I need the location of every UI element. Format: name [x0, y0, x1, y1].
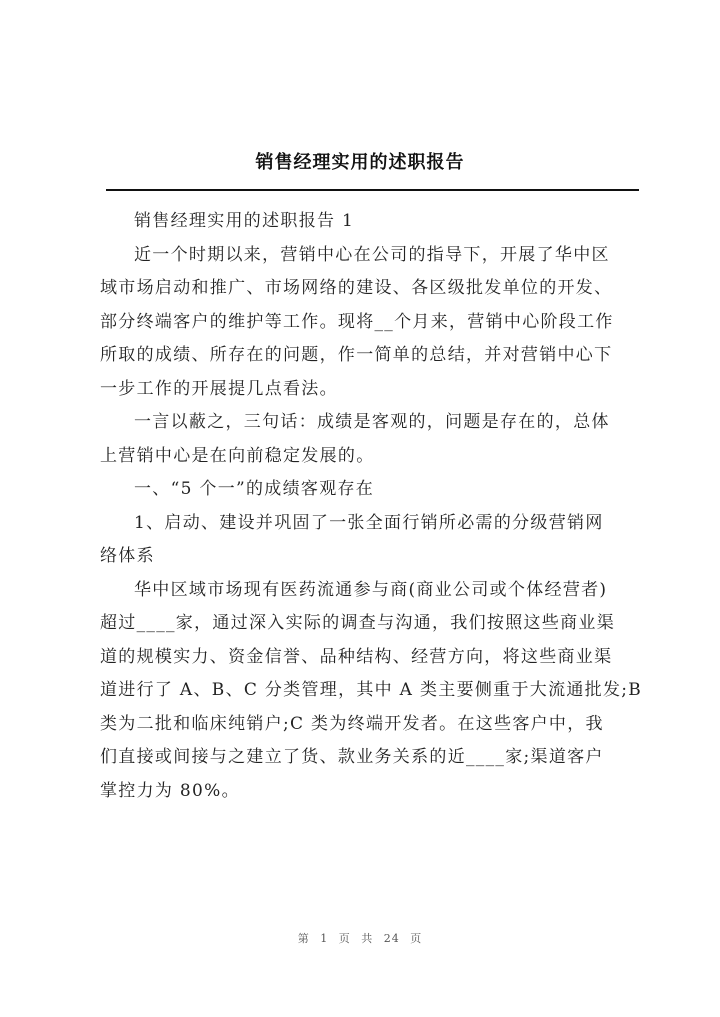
body-line: 域市场启动和推广、市场网络的建设、各区级批发单位的开发、 [100, 278, 613, 298]
body-line: 络体系 [100, 546, 155, 566]
body-line: 1、启动、建设并巩固了一张全面行销所必需的分级营销网 [134, 512, 604, 533]
title-divider [106, 189, 639, 191]
body-line: 超过____家，通过深入实际的调查与沟通，我们按照这些商业渠 [100, 613, 615, 633]
page-number-footer: 第 1 页 共 24 页 [297, 932, 423, 945]
body-line: 类为二批和临床纯销户;C 类为终端开发者。在这些客户中，我 [100, 713, 604, 734]
body-line: 华中区域市场现有医药流通参与商(商业公司或个体经营者) [134, 579, 608, 600]
body-line: 掌控力为 80%。 [100, 780, 240, 801]
body-line: 一言以蔽之，三句话：成绩是客观的，问题是存在的，总体 [134, 412, 610, 432]
document-body [100, 205, 643, 808]
body-line: 所取的成绩、所存在的问题，作一简单的总结，并对营销中心下 [100, 345, 613, 365]
body-line: 上营销中心是在向前稳定发展的。 [100, 445, 375, 466]
body-line: 道进行了 A、B、C 分类管理，其中 A 类主要侧重于大流通批发;B [100, 680, 643, 700]
body-line: 道的规模实力、资金信誉、品种结构、经营方向，将这些商业渠 [100, 646, 613, 667]
body-line: 近一个时期以来，营销中心在公司的指导下，开展了华中区 [134, 244, 610, 265]
subsection-heading: 一、“5 个一”的成绩客观存在 [134, 479, 375, 499]
section-heading: 销售经理实用的述职报告 1 [134, 211, 355, 231]
body-line: 部分终端客户的维护等工作。现将__个月来，营销中心阶段工作 [100, 311, 614, 332]
body-line: 们直接或间接与之建立了货、款业务关系的近____家;渠道客户 [100, 747, 604, 767]
document-title: 销售经理实用的述职报告 [255, 152, 465, 173]
body-line: 一步工作的开展提几点看法。 [100, 378, 338, 399]
